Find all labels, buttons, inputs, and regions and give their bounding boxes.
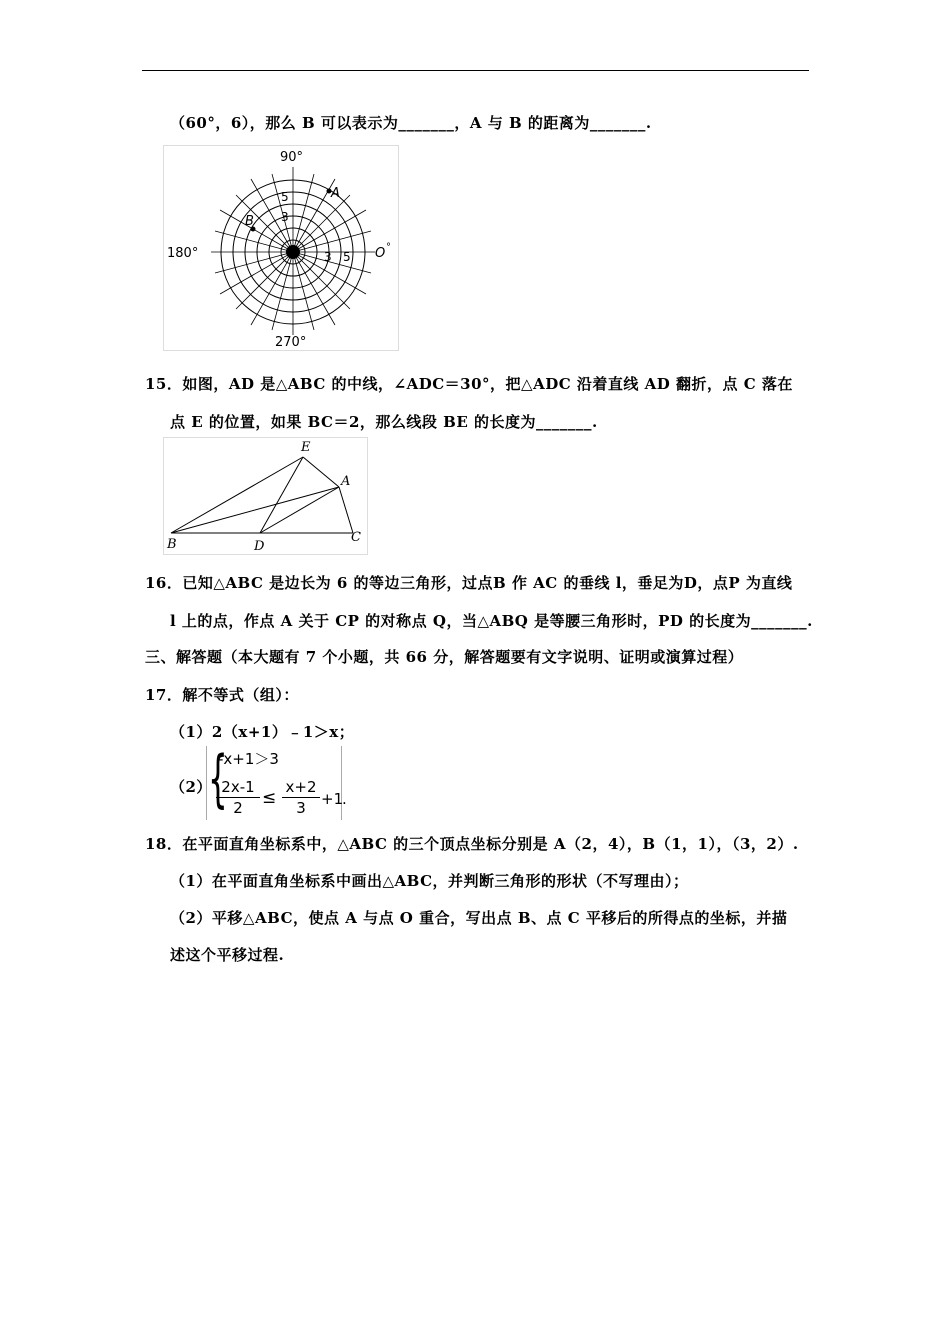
q18-part2a: （2）平移△ABC，使点 A 与点 O 重合，写出点 B、点 C 平移后的所得点的坐标，并描 — [170, 909, 788, 927]
q18-part1: （1）在平面直角坐标系中画出△ABC，并判断三角形的形状（不写理由）； — [170, 872, 689, 890]
label-0-deg: ° — [386, 242, 391, 253]
q17-part2-label: （2） — [170, 778, 212, 796]
label-A: A — [331, 186, 340, 201]
label-O: O — [375, 246, 386, 261]
q17-frac2-num: x+2 — [285, 778, 317, 796]
q17-frac2-den: 3 — [296, 799, 306, 817]
ring-label-3b: 3 — [324, 250, 332, 264]
q17-frac1-num: 2x-1 — [221, 778, 255, 796]
q16-line2: l 上的点，作点 A 关于 CP 的对称点 Q，当△ABQ 是等腰三角形时，PD 的长度为_______. — [170, 612, 813, 630]
header-rule — [142, 70, 809, 71]
q15-line2: 点 E 的位置，如果 BC＝2，那么线段 BE 的长度为_______. — [170, 413, 598, 431]
tri-label-A: A — [341, 474, 351, 489]
q17-frac1-bar — [216, 797, 260, 798]
q17-part1: （1）2（x+1）﹣1＞x； — [170, 723, 355, 741]
label-B: B — [245, 214, 254, 229]
q17-tail: +1 — [321, 790, 344, 808]
label-270: 270° — [275, 335, 307, 350]
label-90: 90° — [280, 150, 304, 165]
q17-frac1-den: 2 — [233, 799, 243, 817]
tri-label-C: C — [351, 530, 361, 545]
tri-label-D: D — [254, 539, 265, 554]
triangle-figure-frame — [164, 438, 368, 555]
q18-line1: 18．在平面直角坐标系中，△ABC 的三个顶点坐标分别是 A（2，4），B（1，1），（3，2）. — [145, 835, 799, 853]
q14-tail-text: （60°，6），那么 B 可以表示为_______，A 与 B 的距离为_______. — [170, 114, 652, 132]
q18-part2b: 述这个平移过程. — [170, 946, 285, 964]
q17-frac2-bar — [282, 797, 320, 798]
polar-origin — [286, 245, 300, 259]
ring-label-3: 3 — [281, 210, 289, 224]
q15-line1: 15．如图，AD 是△ABC 的中线，∠ADC＝30°，把△ADC 沿着直线 AD 翻折，点 C 落在 — [145, 375, 793, 393]
q17-end: . — [342, 790, 347, 808]
section-3-heading: 三、解答题（本大题有 7 个小题，共 66 分，解答题要有文字说明、证明或演算过程） — [145, 648, 744, 666]
label-180: 180° — [167, 246, 199, 261]
triangle-figure — [163, 437, 368, 555]
q16-line1: 16．已知△ABC 是边长为 6 的等边三角形，过点B 作 AC 的垂线 l，垂足为D，点P 为直线 — [145, 574, 793, 592]
tri-label-E: E — [301, 440, 311, 455]
q17-rel: ≤ — [262, 788, 277, 808]
ring-label-5b: 5 — [343, 250, 351, 264]
q17-system-brace: { — [208, 742, 228, 815]
q17-title: 17．解不等式（组）： — [145, 686, 299, 704]
polar-grid-figure — [163, 145, 399, 351]
polar-figure-frame — [164, 146, 399, 351]
tri-label-B: B — [167, 537, 177, 552]
q17-frac2 — [282, 778, 320, 817]
q17-frac1 — [216, 778, 260, 817]
ring-label-5: 5 — [281, 190, 289, 204]
q17-ineq1: -x+1＞3 — [218, 750, 279, 768]
